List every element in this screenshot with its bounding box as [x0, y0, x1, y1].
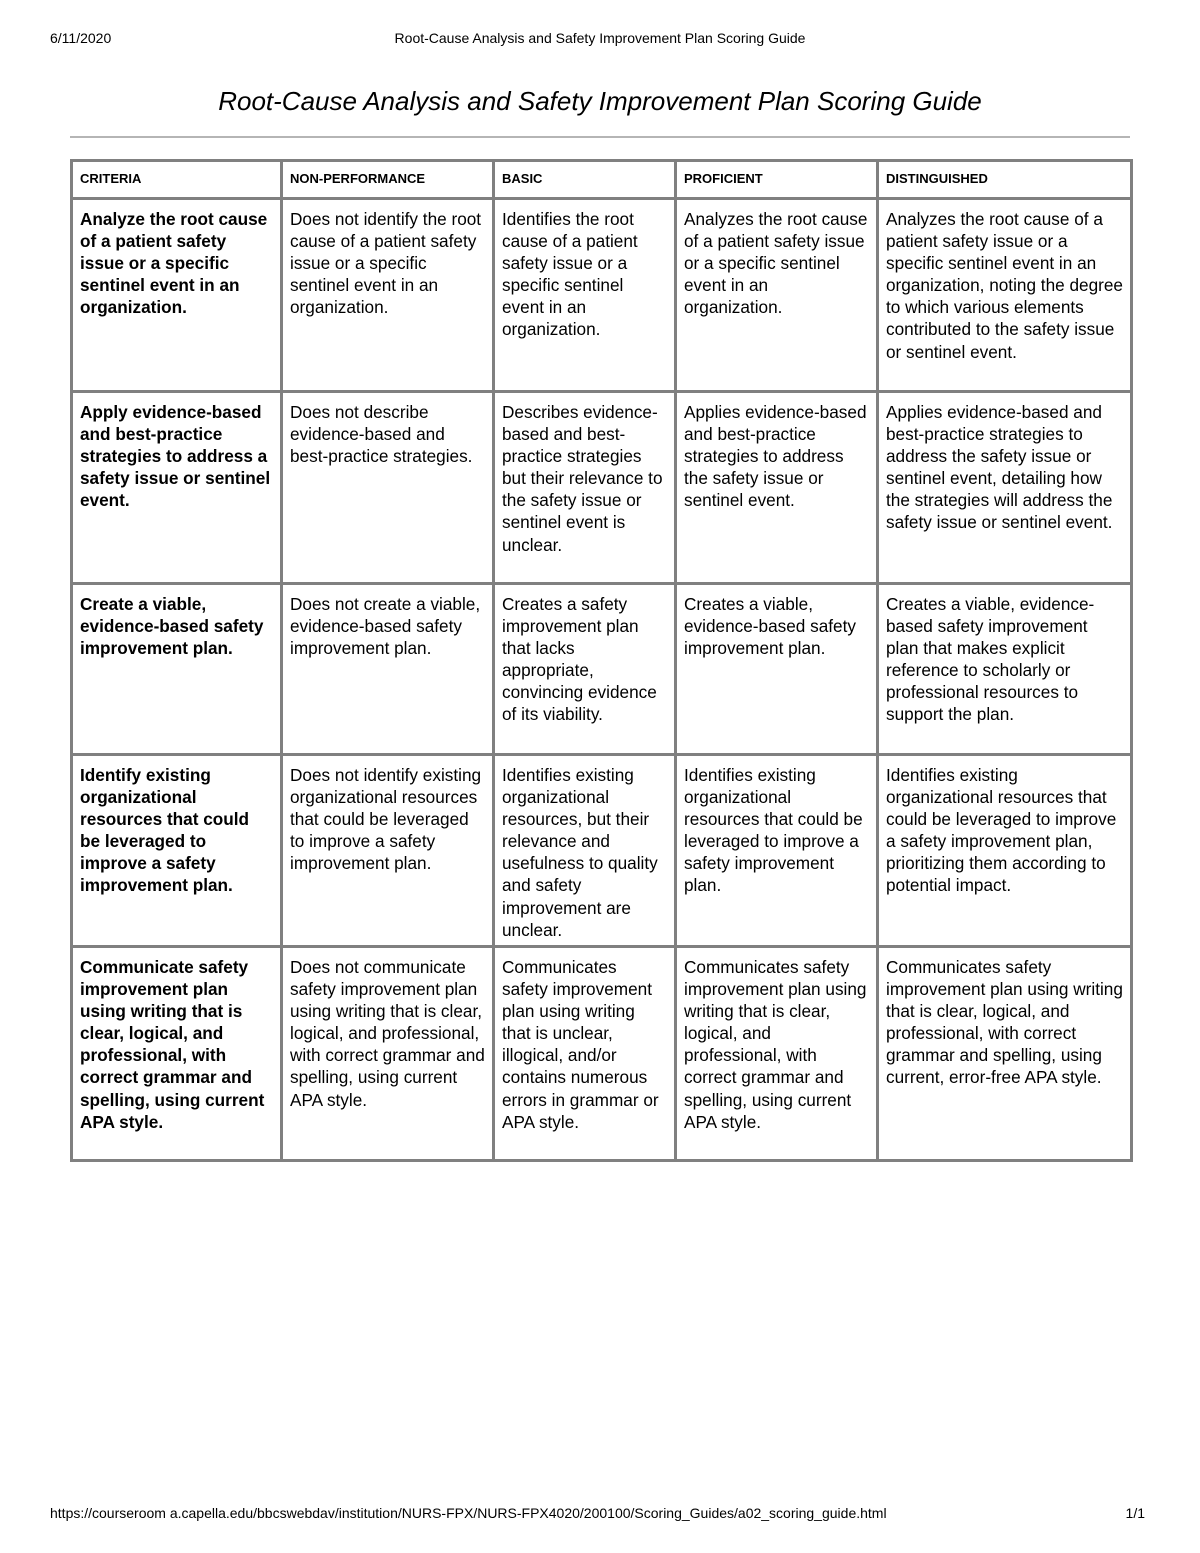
non-performance-cell: Does not identify the root cause of a patient safety issue or a specific sentinel event in an organization.	[282, 199, 494, 392]
print-header	[50, 30, 1150, 50]
table-row	[72, 392, 1132, 584]
basic-cell: Describes evidence-based and best-practice strategies but their relevance to the safety issue or sentinel event is unclear.	[494, 392, 676, 584]
proficient-cell: Creates a viable, evidence-based safety improvement plan.	[676, 584, 878, 755]
non-performance-cell: Does not describe evidence-based and best-practice strategies.	[282, 392, 494, 584]
column-header-non-performance: NON-PERFORMANCE	[282, 161, 494, 199]
proficient-cell: Applies evidence-based and best-practice strategies to address the safety issue or sentinel event.	[676, 392, 878, 584]
basic-cell: Creates a safety improvement plan that lacks appropriate, convincing evidence of its viability.	[494, 584, 676, 755]
source-url: https://courseroom a.capella.edu/bbcswebdav/institution/NURS-FPX/NURS-FPX4020/200100/Scoring_Guides/a02_scoring_guide.html	[50, 1505, 887, 1521]
column-header-distinguished: DISTINGUISHED	[878, 161, 1132, 199]
distinguished-cell: Communicates safety improvement plan using writing that is clear, logical, and professional, with correct grammar and spelling, using current, error-free APA style.	[878, 947, 1132, 1161]
distinguished-cell: Creates a viable, evidence-based safety improvement plan that makes explicit reference to scholarly or professional resources to support the plan.	[878, 584, 1132, 755]
print-footer	[50, 1505, 1145, 1525]
criterion-cell: Apply evidence-based and best-practice strategies to address a safety issue or sentinel event.	[72, 392, 282, 584]
non-performance-cell: Does not identify existing organizational resources that could be leveraged to improve a safety improvement plan.	[282, 755, 494, 947]
column-header-proficient: PROFICIENT	[676, 161, 878, 199]
proficient-cell: Analyzes the root cause of a patient safety issue or a specific sentinel event in an organization.	[676, 199, 878, 392]
page-number: 1/1	[1125, 1505, 1145, 1521]
basic-cell: Communicates safety improvement plan using writing that is unclear, illogical, and/or contains numerous errors in grammar or APA style.	[494, 947, 676, 1161]
proficient-cell: Communicates safety improvement plan using writing that is clear, logical, and professional, with correct grammar and spelling, using current APA style.	[676, 947, 878, 1161]
proficient-cell: Identifies existing organizational resources that could be leveraged to improve a safety improvement plan.	[676, 755, 878, 947]
distinguished-cell: Applies evidence-based and best-practice strategies to address the safety issue or sentinel event, detailing how the strategies will address the safety issue or sentinel event.	[878, 392, 1132, 584]
basic-cell: Identifies existing organizational resources, but their relevance and usefulness to quality and safety improvement are unclear.	[494, 755, 676, 947]
criterion-cell: Analyze the root cause of a patient safety issue or a specific sentinel event in an organization.	[72, 199, 282, 392]
distinguished-cell: Identifies existing organizational resources that could be leveraged to improve a safety improvement plan, prioritizing them according to potential impact.	[878, 755, 1132, 947]
title-divider	[70, 136, 1130, 138]
column-header-criteria: CRITERIA	[72, 161, 282, 199]
criterion-cell: Communicate safety improvement plan using writing that is clear, logical, and professional, with correct grammar and spelling, using current APA style.	[72, 947, 282, 1161]
column-header-basic: BASIC	[494, 161, 676, 199]
distinguished-cell: Analyzes the root cause of a patient safety issue or a specific sentinel event in an organization, noting the degree to which various elements contributed to the safety issue or sentinel event.	[878, 199, 1132, 392]
basic-cell: Identifies the root cause of a patient safety issue or a specific sentinel event in an organization.	[494, 199, 676, 392]
non-performance-cell: Does not create a viable, evidence-based safety improvement plan.	[282, 584, 494, 755]
criterion-cell: Create a viable, evidence-based safety improvement plan.	[72, 584, 282, 755]
scoring-guide-table	[70, 159, 1133, 1162]
table-header-row	[72, 161, 1132, 199]
table-row	[72, 755, 1132, 947]
non-performance-cell: Does not communicate safety improvement plan using writing that is clear, logical, and professional, with correct grammar and spelling, using current APA style.	[282, 947, 494, 1161]
page-title: Root-Cause Analysis and Safety Improvement Plan Scoring Guide	[218, 86, 982, 116]
table-row	[72, 947, 1132, 1161]
table-row	[72, 199, 1132, 392]
print-date: 6/11/2020	[50, 30, 112, 46]
table-row	[72, 584, 1132, 755]
print-header-title: Root-Cause Analysis and Safety Improvement Plan Scoring Guide	[394, 30, 806, 46]
criterion-cell: Identify existing organizational resources that could be leveraged to improve a safety improvement plan.	[72, 755, 282, 947]
